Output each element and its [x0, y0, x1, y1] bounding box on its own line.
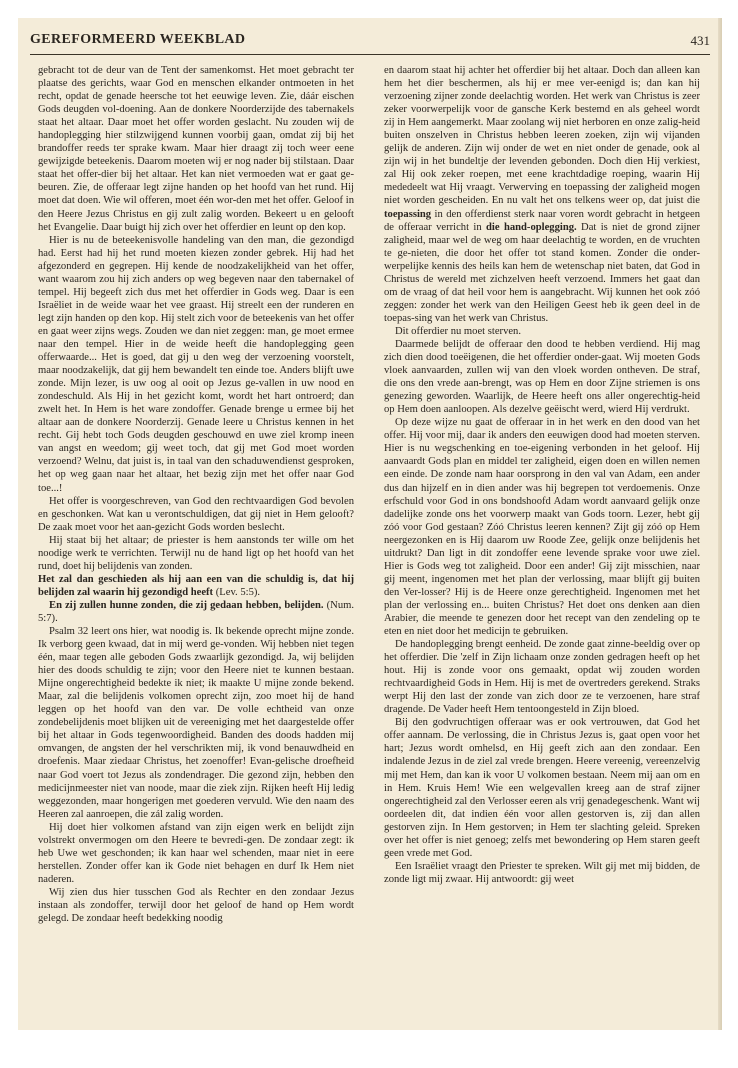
left-column — [38, 64, 354, 1024]
magazine-page — [18, 18, 722, 1030]
quote-reference: (Lev. 5:5). — [215, 586, 261, 598]
running-header — [30, 30, 710, 55]
paragraph-text: Dat is niet de grond zijner zaligheid, maar wel de weg om haar deelachtig te worden, en de vruchten te ge-nieten, die door het offer tot stand komen. Zonder die onder-werpelijke kennis des heils kan hem de wetenschap niet baten, dat God in Christus de wereld met zichzelven heeft verzoend. Immers het gaat dan om de vraag of dat heil voor hem is aangebracht. Wij kunnen het ook zóó zeggen: zonder het werk van den Heiligen Geest heb ik geen deel in de toepas-sing van het werk van Christus. — [384, 221, 700, 324]
paragraph: Dit offerdier nu moet sterven. — [395, 325, 522, 337]
right-column — [384, 64, 700, 1024]
paragraph: Psalm 32 leert ons hier, wat noodig is. Ik bekende oprecht mijne zonde. Ik verborg geen kwaad, dat in mij werd ge-vonden. Wij hebben niet tegen één, maar tegen alle geboden Gods zwaarlijk gezondigd. Ja, wij belijden hier des doods schuldig te zijn; voor den Heere niet te kunnen bestaan. Mijne ongerechtigheid bedekte ik niet; ik maakte U mijne zonde bekend. Maar, zal die belijdenis volkomen oprecht zijn, zoo moet hij de hand leggen op het hoofd van den var. De volle echtheid van onze zondebelijdenis moet blijken uit de vereeniging met het daargestelde offer bij het altaar in Gods tegenwoordigheid. Banden des doods hadden mij omvangen, de angsten der hel verschrikten mij, ik vond benauwdheid en droefenis. Maar ziedaar Christus, het zoenoffer! Evan-gelische droefheid naar God voert tot Jezus als zondendrager. Die gezond zijn, hebben den medicijnmeester niet van noode, maar die ziek zijn. Rijken heeft Hij ledig weggezonden, maar hongerigen met goederen vervuld. Wie den naam des Heeren zal aanroepen, die zál zalig worden. — [38, 626, 354, 820]
paragraph: Een Israëliet vraagt den Priester te spreken. Wilt gij met mij bidden, de zonde ligt mij zwaar. Hij antwoordt: gij weet — [384, 860, 700, 885]
paragraph: Hij staat bij het altaar; de priester is hem aanstonds ter wille om het noodige werk te verrichten. Terwijl nu de hand ligt op het hoofd van het rund, doet hij belijdenis van zonden. — [38, 534, 354, 572]
paragraph: Het offer is voorgeschreven, van God den rechtvaardigen God bevolen en geschonken. Wat kan u verontschuldigen, dat gij niet in Hem gelooft? De zaak moet voor het aan-gezicht Gods worden beslecht. — [38, 495, 354, 533]
quote-text: En zij zullen hunne zonden, die zij gedaan hebben, belijden. — [49, 599, 324, 611]
emphasis-text: die hand-oplegging. — [486, 221, 577, 233]
journal-title: GEREFORMEERD WEEKBLAD — [30, 32, 246, 47]
paragraph-text: en daarom staat hij achter het offerdier bij het altaar. Doch dan alleen kan hem het dier beschermen, als hij er mee ver-eenigd is; dan kan hij verzoening zijner zonde deelachtig worden. Het werk van Christus is zeer zeker voorwerpelijk voor de gansche Kerk bestemd en als geheel wordt zij in Hem aangemerkt. Maar zoolang wij niet herboren en onze zalig-heid buiten onszelven in Christus hebben leeren zoeken, zijn wij vijanden gelijk de anderen. Zijn wij onder de wet en niet onder de genade, ook al zijn wij in het bundeltje der levenden gebonden. Doch dien Hij verkiest, zal Hij ook zeker roepen, met eene krachtdadige roeping, waarin Hij mededeelt wat Hij vraagt. Verwerving en toepassing der zaligheid mogen niet worden gescheiden. En nu valt het ons telkens weer op, dat juist die — [384, 65, 700, 207]
scripture-quote — [38, 599, 354, 625]
paragraph: gebracht tot de deur van de Tent der samenkomst. Het moet gebracht ter plaatse des gerichts, waar God en menschen elkander ontmoeten in het recht, opdat de genade heersche tot het eeuwige leven. Zie, dáár eischen Gods deugden vol-doening. Aan de donkere Noorderzijde des tabernakels staat het altaar. Daar moet het offer worden geslacht. Nu zouden wij de handoplegging hier stilzwijgend kunnen voorbij gaan, omdat zij bij het brandoffer reeds ter sprake kwam. Maar hier draagt zij toch weer eene gewijzigde beteekenis. Daarom moeten wij er nog nader bij stilstaan. Daar staat het offer-dier bij het altaar. Het kan niet vermoeden wat er gaat ge-beuren. Zie, de offeraar legt zijne handen op het hoofd van het rund. Hij moet dat doen. Wie wil offeren, moet één wor-den met het offer. Geloof in den Heere Jezus Christus en gij zult zalig worden. Bekeert u en gelooft het Evangelie. Daar buigt hij zich over het offerdier en leunt op den kop. — [38, 65, 354, 233]
quote-text: Het zal dan geschieden als hij aan een van die schuldig is, dat hij belijden zal waarin hij gezondigd heeft — [38, 573, 354, 598]
paragraph-text: in den offerdienst sterk naar voren wordt gebracht in hetgeen de offeraar verricht in — [384, 208, 700, 233]
page-edge-shadow — [718, 18, 722, 1030]
paragraph: Hij doet hier volkomen afstand van zijn eigen werk en belijdt zijn volstrekt onvermogen om den Heere te bevredi-gen. De zondaar zegt: ik heb Uwe wet geschonden; ik kan haar wel schenden, maar niet in eere herstellen. Zonder offer kan ik Gode niet behagen en durf Ik Hem niet naderen. — [38, 821, 354, 885]
paragraph: Daarmede belijdt de offeraar den dood te hebben verdiend. Hij mag zich dien dood toeëigenen, die het offerdier onder-gaat. Wij moeten Gods vloek aanvaarden, zullen wij van den vloek worden ontheven. De straf, die ons den vrede aan-brengt, was op Hem en door Zijne striemen is ons genezing geworden. Waarlijk, de Heere heeft ons aller ongerechtig-heid op Hem doen aanloopen. Als dezelve geëischt werd, wierd Hij verdrukt. — [384, 338, 700, 416]
paragraph: Wij zien dus hier tusschen God als Rechter en den zondaar Jezus instaan als zondoffer, terwijl door het geloof de hand op Hem wordt gelegd. De zondaar heeft bedekking noodig — [38, 886, 354, 925]
paragraph — [384, 64, 700, 325]
paragraph: Hier is nu de beteekenisvolle handeling van den man, die gezondigd had. Eerst had hij het rund moeten kiezen zonder gebrek. Hij had het afgezonderd en gegrepen. Hij kende de noodzakelijkheid van het offer, want waarom zou hij zich anders op weg begeven naar den tabernakel of tempel. Hij begeeft zich dus met het offerdier in Gods weg. Daar is een Israëliet in de weide waar het vee graast. Hij streelt een der runderen en legt zijn handen op den kop. Hij stelt zich voor de beteekenis van het offer en gaat weer zijns wegs. Zouden we dan niet zeggen: man, ge moet ermee naar den tempel. Hier in de weide heeft die handoplegging geen offerwaarde... Het is goed, dat gij u den weg der verzoening voorstelt, maar noodzakelijk, dat gij hem bewandelt ten einde toe. Anders blijft uwe zonde. Mijn lezer, is uw oog al ooit op Jezus ge-vallen in uw nood en zondeschuld. Als Hij in het gezicht komt, wordt het hart ontroerd; dan zwelt het. In Hem is het ware zondoffer. Genade brenge u ermee bij het altaar aan de donkere Noorderzij. Genade leere u Christus kennen in het recht. Gij hebt toch Gods deugden geschouwd en uwe ziel kromp ineen van angst en weedom; gij weet toch, dat gij met God moet worden verzoend? Welnu, dat juist is, in taal van den schaduwendienst gesproken, het op weg gaan naar het altaar, het bezig zijn met het offer naar God toe...! — [38, 234, 354, 494]
page-number: 431 — [690, 33, 710, 48]
paragraph: Op deze wijze nu gaat de offeraar in in het werk en den dood van het offer. Hij voor mij, daar ik anders den eeuwigen dood had moeten sterven. Hier is nu wegschenking en toe-eigening verbonden in het geloof. Hij aanvaardt Gods plan en middel ter zaligheid, eigen doen en willen nemen een einde. De zonde nam haar oorsprong in den val van Adam, een ander dus dan hijzelf en in dien ander was hij begrepen tot verdoemenis. Onze erfschuld voor God in ons bondshoofd Adam wordt aanvaard gelijk onze dadelijke zonde ons het voorwerp maakt van Gods toorn. Lezer, hebt gij zóó voor God gestaan? Zóó Christus leeren kennen? Zijt gij zóó op Hem neergezonken en is Hij daarom uw Roode Zee, gelijk onze belijdenis het uitdrukt? Dan ligt in dit zondoffer eene levende sprake voor uwe ziel. Hier is Gods weg tot zaligheid. Door een ander! Gij zijt misschien, naar gij meent, ingenomen met het plan der verlossing, maar blijft gij buiten den Ver-losser? Hij is de Heere onze gerechtigheid. Ingenomen met het plan der verlossing en... buiten Christus? Het doet ons denken aan dien Arabier, die meende te genezen door het recept van den zendeling op te eten en niet door het medicijn te gebruiken. — [384, 417, 700, 638]
quote-reference: (Num. 5:7). — [38, 599, 354, 624]
paragraph: De handoplegging brengt eenheid. De zonde gaat zinne-beeldig over op het offerdier. Die 'zelf in Zijn lichaam onze zonden gedragen heeft op het hout. Hij is zonde voor ons gemaakt, opdat wij zouden worden rechtvaardigheid Gods in Hem. Hij is met de overtreders gerekend. Straks werpt Hij den last der zonde van zich door ze te verzoenen, hare straf dragende. De Vader heeft Hem tentoongesteld in Zijn bloed. — [384, 639, 700, 716]
paragraph: Bij den godvruchtigen offeraar was er ook vertrouwen, dat God het offer aannam. De verlossing, die in Christus Jezus is, gaat open voor het hart; Jezus wordt omhelsd, en Hij geeft zich aan den zondaar. Een indalende Jezus in de ziel zal vrede brengen. Heere vereenig, vereenzelvig mij met Hem, dan kan ik voor U volkomen bestaan. Neem mij aan om en in Hem. Kruis Hem! Wie een welgevallen kreeg aan de straf zijner ongerechtigheid zal den Verlosser eeren als vrij genadegeschenk. Want wij oordeelen dit, dat indien één voor allen gestorven is, zij dan allen gestorven zijn. In Hem gestorven; in Hem ter slachting geleid. Spreken over het offer is niet genoeg; zelfs met bewondering op Hem staren geeft geen vrede met God. — [384, 717, 700, 859]
scripture-quote — [38, 573, 354, 599]
emphasis-text: toepassing — [384, 208, 432, 220]
